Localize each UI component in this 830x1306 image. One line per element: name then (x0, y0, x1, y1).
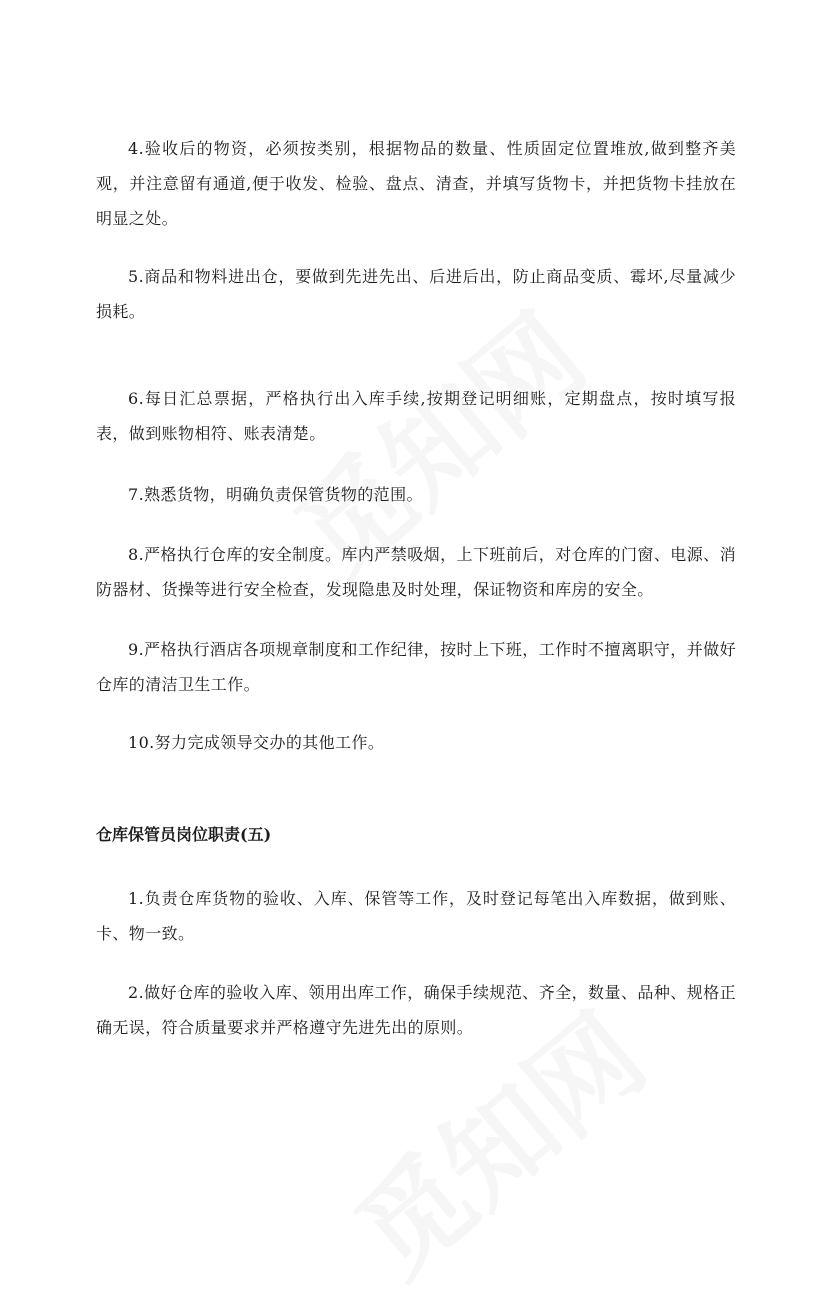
paragraph-5: 5.商品和物料进出仓，要做到先进先出、后进后出，防止商品变质、霉坏,尽量减少损耗。 (96, 267, 736, 321)
paragraph-7: 7.熟悉货物，明确负责保管货物的范围。 (128, 485, 423, 504)
paragraph-9: 9.严格执行酒店各项规章制度和工作纪律，按时上下班，工作时不擅离职守，并做好仓库的清洁卫生工作。 (96, 640, 736, 694)
paragraph-10: 10.努力完成领导交办的其他工作。 (128, 733, 385, 752)
section-paragraph-1: 1.负责仓库货物的验收、入库、保管等工作，及时登记每笔出入库数据，做到账、卡、物一致。 (96, 889, 736, 943)
section-paragraph-2: 2.做好仓库的验收入库、领用出库工作，确保手续规范、齐全，数量、品种、规格正确无误，符合质量要求并严格遵守先进先出的原则。 (96, 983, 736, 1037)
section-heading: 仓库保管员岗位职责(五) (96, 825, 272, 844)
paragraph-4: 4.验收后的物资，必须按类别，根据物品的数量、性质固定位置堆放,做到整齐美观，并注意留有通道,便于收发、检验、盘点、清查，并填写货物卡，并把货物卡挂放在明显之处。 (96, 139, 736, 228)
paragraph-6: 6.每日汇总票据，严格执行出入库手续,按期登记明细账，定期盘点，按时填写报表，做到账物相符、账表清楚。 (96, 389, 736, 443)
paragraph-8: 8.严格执行仓库的安全制度。库内严禁吸烟，上下班前后，对仓库的门窗、电源、消防器材、货操等进行安全检查，发现隐患及时处理，保证物资和库房的安全。 (96, 545, 736, 599)
